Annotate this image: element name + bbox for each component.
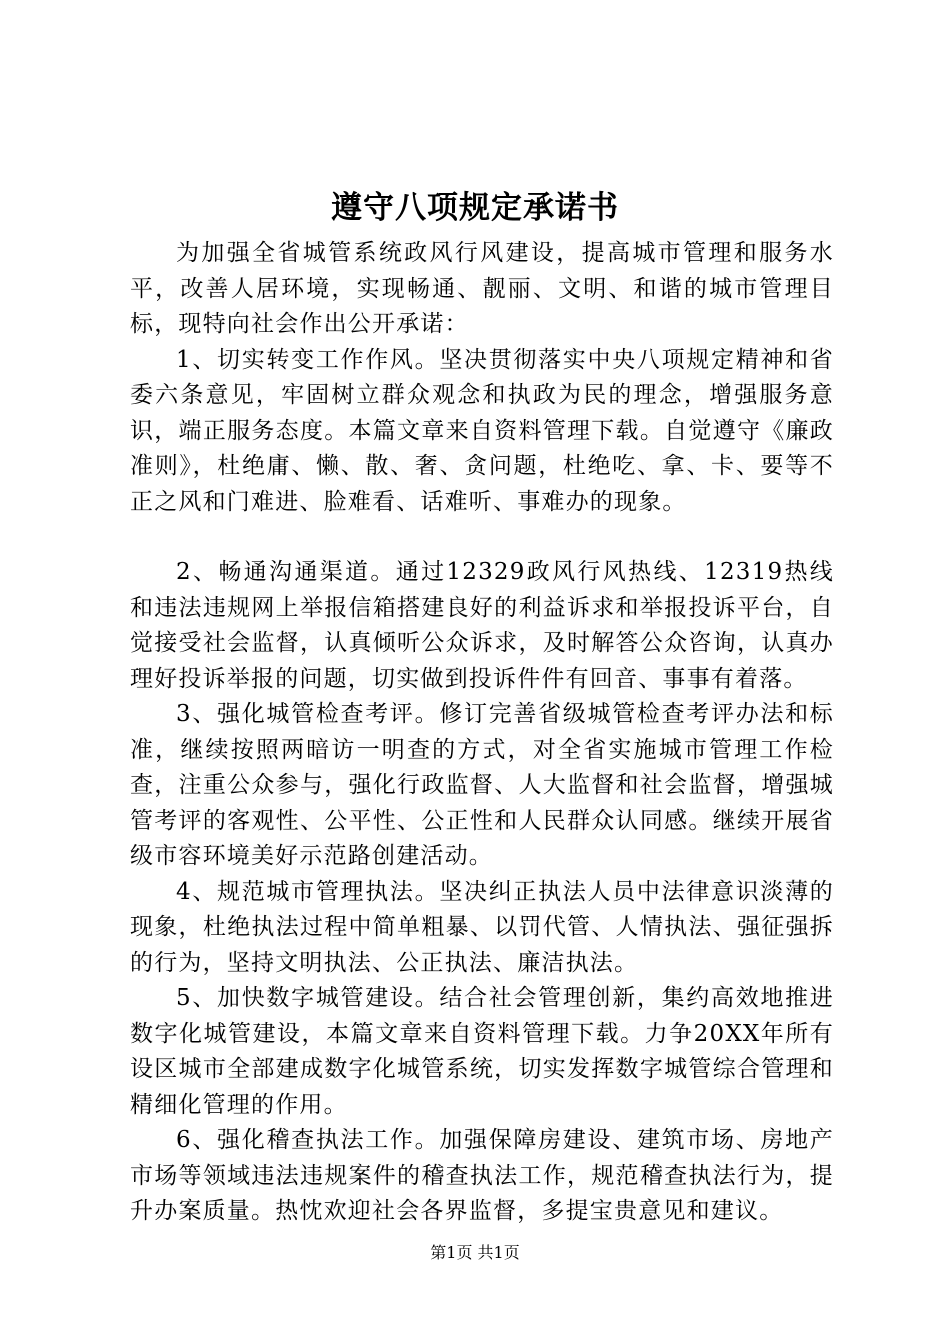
page-number-footer: 第1页 共1页 [430,1243,520,1262]
commitment-paragraph-5: 5、加快数字城管建设。结合社会管理创新，集约高效地推进数字化城管建设，本篇文章来自资料管理下载。力争20XX年所有设区城市全部建成数字化城管系统，切实发挥数字城管综合管理和精细化管理的作用。 [130,985,834,1118]
commitment-paragraph-4: 4、规范城市管理执法。坚决纠正执法人员中法律意识淡薄的现象，杜绝执法过程中简单粗暴、以罚代管、人情执法、强征强拆的行为，坚持文明执法、公正执法、廉洁执法。 [130,878,834,976]
page-title: 遵守八项规定承诺书 [331,190,619,226]
commitment-paragraph-2: 2、畅通沟通渠道。通过12329政风行风热线、12319热线和违法违规网上举报信箱搭建良好的利益诉求和举报投诉平台，自觉接受社会监督，认真倾听公众诉求，及时解答公众咨询，认真办理好投诉举报的问题，切实做到投诉件件有回音、事事有着落。 [130,559,834,692]
commitment-paragraph-6: 6、强化稽查执法工作。加强保障房建设、建筑市场、房地产市场等领域违法违规案件的稽查执法工作，规范稽查执法行为，提升办案质量。热忱欢迎社会各界监督，多提宝贵意见和建议。 [130,1127,834,1224]
document-body [130,236,834,1230]
commitment-paragraph-3: 3、强化城管检查考评。修订完善省级城管检查考评办法和标准，继续按照两暗访一明查的方式，对全省实施城市管理工作检查，注重公众参与，强化行政监督、人大监督和社会监督，增强城管考评的客观性、公平性、公正性和人民群众认同感。继续开展省级市容环境美好示范路创建活动。 [130,701,834,869]
commitment-paragraph-1: 1、切实转变工作作风。坚决贯彻落实中央八项规定精神和省委六条意见，牢固树立群众观念和执政为民的理念，增强服务意识，端正服务态度。本篇文章来自资料管理下载。自觉遵守《廉政准则》，杜绝庸、懒、散、奢、贪问题，杜绝吃、拿、卡、要等不正之风和门难进、脸难看、话难听、事难办的现象。 [130,346,834,515]
intro-paragraph: 为加强全省城管系统政风行风建设，提高城市管理和服务水平，改善人居环境，实现畅通、靓丽、文明、和谐的城市管理目标，现特向社会作出公开承诺： [130,240,834,337]
